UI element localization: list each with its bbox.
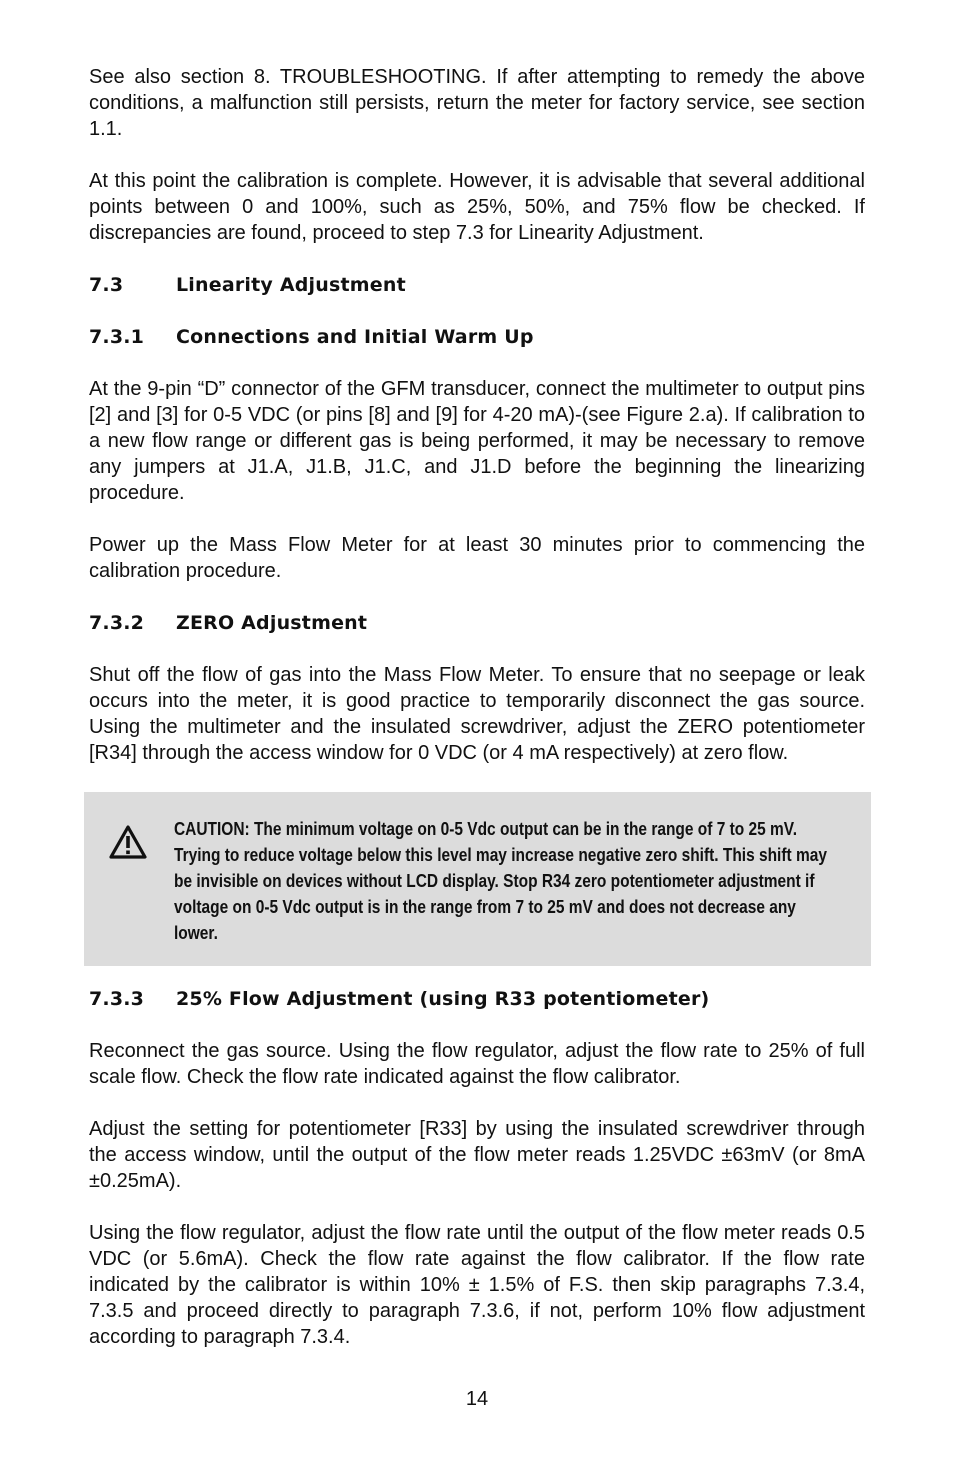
warning-triangle-icon (108, 824, 148, 860)
paragraph-calibration-complete: At this point the calibration is complete. However, it is advisable that several additional points between 0 and 100%, such as 25%, 50%, and 75% flow be checked. If discrepancies are found, proceed to step 7.3 for Linearity Adjustment. (89, 170, 865, 244)
section-title: ZERO Adjustment (176, 612, 368, 634)
section-title: Connections and Initial Warm Up (176, 326, 534, 348)
section-number: 7.3 (89, 274, 124, 296)
heading-7-3-1 (89, 324, 865, 350)
section-title: Linearity Adjustment (176, 274, 406, 296)
paragraph-reconnect-gas: Reconnect the gas source. Using the flow regulator, adjust the flow rate to 25% of full scale flow. Check the flow rate indicated against the flow calibrator. (89, 1040, 865, 1088)
heading-7-3 (89, 272, 865, 298)
section-title: 25% Flow Adjustment (using R33 potentiometer) (176, 988, 710, 1010)
heading-7-3-3 (89, 986, 865, 1012)
section-number: 7.3.2 (89, 612, 145, 634)
section-number: 7.3.1 (89, 326, 145, 348)
page-number: 14 (465, 1388, 489, 1410)
paragraph-adjust-r33: Adjust the setting for potentiometer [R33] by using the insulated screwdriver through the access window, until the output of the flow meter reads 1.25VDC ±63mV (or 8mA ±0.25mA). (89, 1118, 865, 1192)
caution-text: CAUTION: The minimum voltage on 0-5 Vdc output can be in the range of 7 to 25 mV. Trying to reduce voltage below this level may increase negative zero shift. This shift may be invisible on devices without LCD display. Stop R34 zero potentiometer adjustment if voltage on 0-5 Vdc output is in the range from 7 to 25 mV and does not decrease any lower. (174, 819, 827, 943)
document-page (89, 64, 865, 1350)
caution-box (84, 792, 871, 966)
section-number: 7.3.3 (89, 988, 145, 1010)
heading-7-3-2 (89, 610, 865, 636)
paragraph-power-up: Power up the Mass Flow Meter for at least 30 minutes prior to commencing the calibration procedure. (89, 534, 865, 582)
paragraph-connections: At the 9-pin “D” connector of the GFM transducer, connect the multimeter to output pins [2] and [3] for 0-5 VDC (or pins [8] and [9] for 4-20 mA)-(see Figure 2.a). If calibration to a new flow range or different gas is being performed, it may be necessary to remove any jumpers at J1.A, J1.B, J1.C, and J1.D before the beginning the linearizing procedure. (89, 378, 865, 504)
paragraph-zero-adjustment: Shut off the flow of gas into the Mass Flow Meter. To ensure that no seepage or leak occurs into the meter, it is good practice to temporarily disconnect the gas source. Using the multimeter and the insulated screwdriver, adjust the ZERO potentiometer [R34] through the access window for 0 VDC (or 4 mA respectively) at zero flow. (89, 664, 865, 764)
paragraph-troubleshooting: See also section 8. TROUBLESHOOTING. If after attempting to remedy the above conditions, a malfunction still persists, return the meter for factory service, see section 1.1. (89, 66, 865, 140)
paragraph-flow-check: Using the flow regulator, adjust the flow rate until the output of the flow meter reads 0.5 VDC (or 5.6mA). Check the flow rate against the flow calibrator. If the flow rate indicated by the calibrator is within 10% ± 1.5% of F.S. then skip paragraphs 7.3.4, 7.3.5 and proceed directly to paragraph 7.3.6, if not, perform 10% flow adjustment according to paragraph 7.3.4. (89, 1222, 865, 1348)
